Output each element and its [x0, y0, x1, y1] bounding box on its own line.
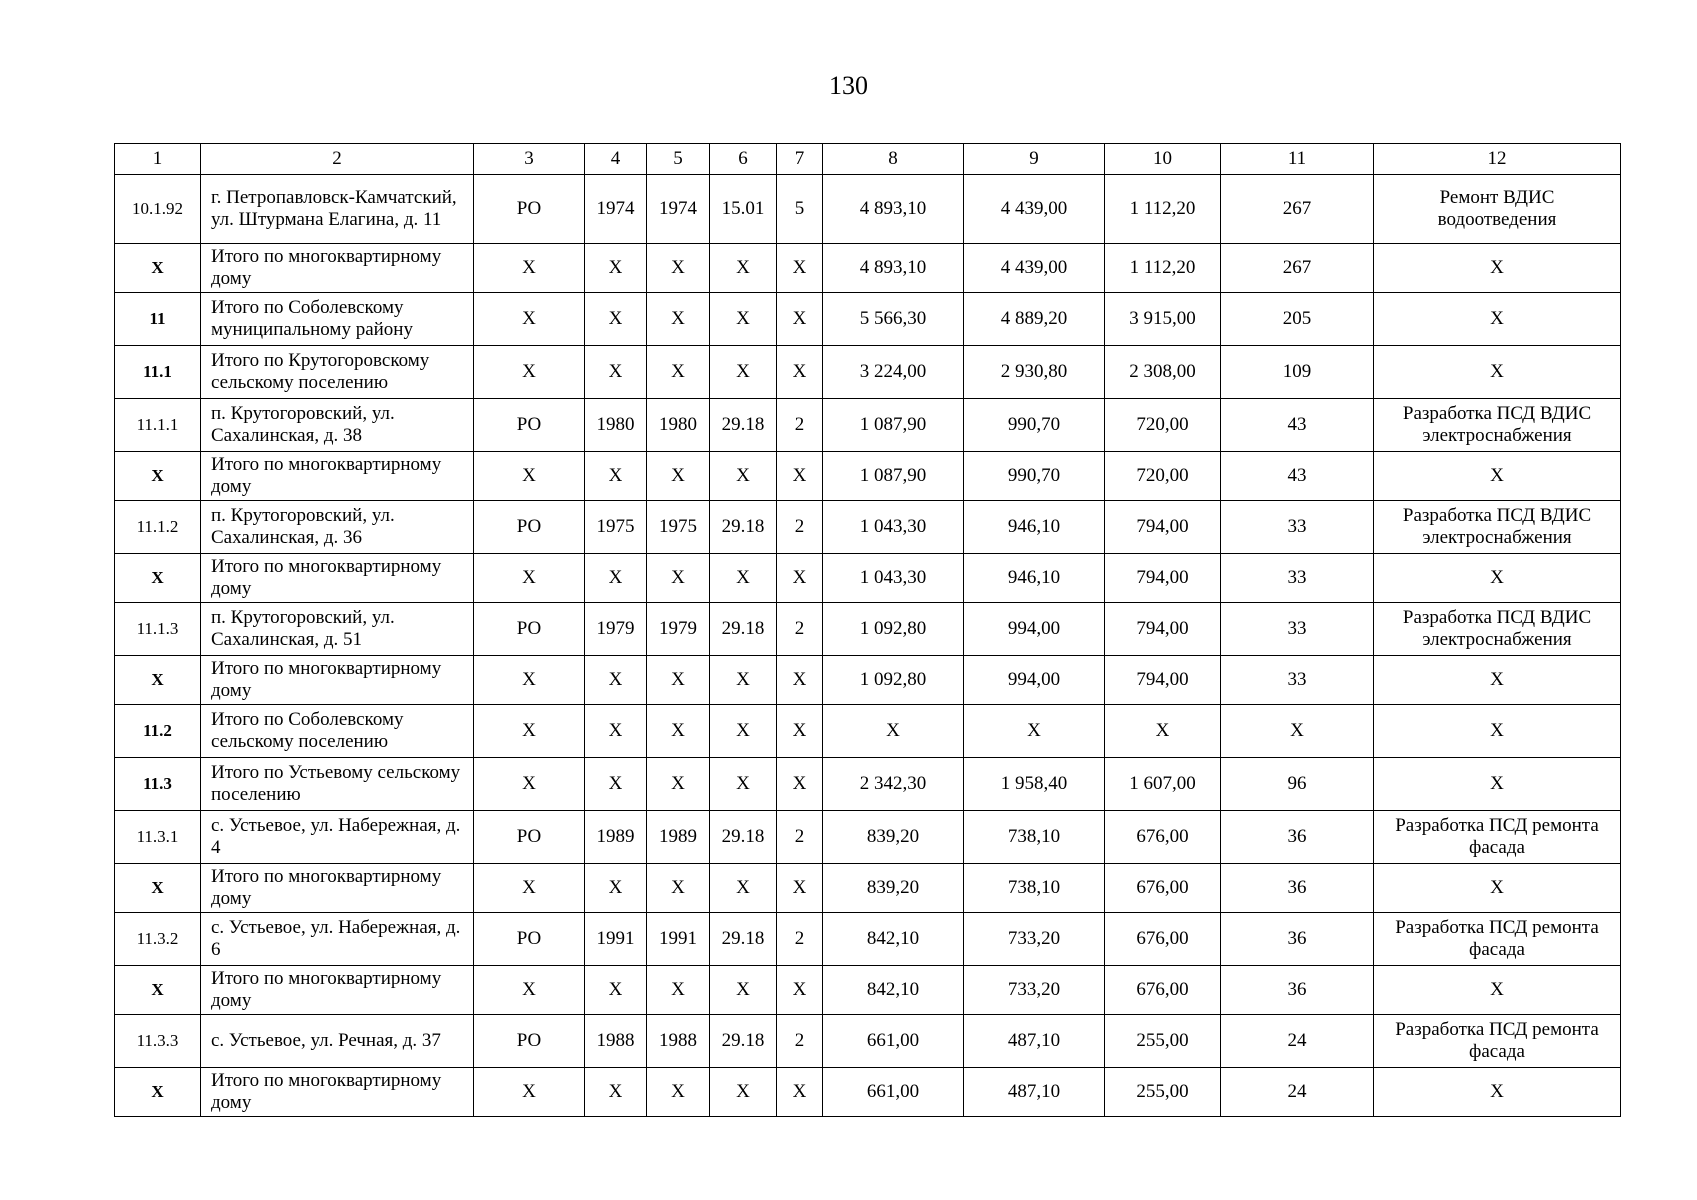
work-type-cell: Х — [1374, 1068, 1621, 1117]
work-type-cell: Разработка ПСД ВДИС электроснабжения — [1374, 501, 1621, 554]
row-id-cell: 11.2 — [115, 705, 201, 758]
cell-col-8: 842,10 — [823, 966, 964, 1015]
address-cell: Итого по многоквартирному дому — [201, 864, 474, 913]
cell-col-9: 994,00 — [964, 656, 1105, 705]
table-row — [115, 1068, 1621, 1117]
header-cell: 3 — [474, 144, 585, 175]
cell-col-11: 33 — [1221, 603, 1374, 656]
header-cell: 8 — [823, 144, 964, 175]
cell-col-7: 2 — [777, 399, 823, 452]
cell-col-5: 1975 — [647, 501, 710, 554]
work-type-cell: Х — [1374, 293, 1621, 346]
cell-col-6: Х — [710, 758, 777, 811]
cell-col-4: 1975 — [585, 501, 647, 554]
cell-col-3: РО — [474, 501, 585, 554]
cell-col-7: Х — [777, 656, 823, 705]
cell-col-5: 1989 — [647, 811, 710, 864]
cell-col-5: Х — [647, 705, 710, 758]
table-row — [115, 293, 1621, 346]
cell-col-11: 33 — [1221, 501, 1374, 554]
cell-col-3: Х — [474, 656, 585, 705]
cell-col-9: 487,10 — [964, 1015, 1105, 1068]
work-type-cell: Х — [1374, 864, 1621, 913]
cell-col-11: 36 — [1221, 913, 1374, 966]
table-row — [115, 864, 1621, 913]
row-id-cell: Х — [115, 554, 201, 603]
cell-col-6: Х — [710, 1068, 777, 1117]
cell-col-3: РО — [474, 913, 585, 966]
cell-col-8: 1 092,80 — [823, 603, 964, 656]
row-id-cell: 11 — [115, 293, 201, 346]
cell-col-10: 1 607,00 — [1105, 758, 1221, 811]
cell-col-4: Х — [585, 452, 647, 501]
table-row — [115, 501, 1621, 554]
cell-col-8: 1 043,30 — [823, 554, 964, 603]
table-row — [115, 399, 1621, 452]
table-row — [115, 346, 1621, 399]
cell-col-6: Х — [710, 705, 777, 758]
address-cell: Итого по многоквартирному дому — [201, 1068, 474, 1117]
cell-col-11: 24 — [1221, 1068, 1374, 1117]
cell-col-4: Х — [585, 554, 647, 603]
cell-col-3: Х — [474, 1068, 585, 1117]
row-id-cell: Х — [115, 966, 201, 1015]
cell-col-3: Х — [474, 758, 585, 811]
table-row — [115, 705, 1621, 758]
cell-col-7: 2 — [777, 501, 823, 554]
header-cell: 9 — [964, 144, 1105, 175]
cell-col-10: 794,00 — [1105, 603, 1221, 656]
cell-col-11: 43 — [1221, 452, 1374, 501]
address-cell: Итого по Крутогоровскому сельскому поселению — [201, 346, 474, 399]
cell-col-5: Х — [647, 758, 710, 811]
row-id-cell: Х — [115, 656, 201, 705]
cell-col-10: 676,00 — [1105, 913, 1221, 966]
cell-col-6: Х — [710, 966, 777, 1015]
address-cell: г. Петропавловск-Камчатский, ул. Штурмана Елагина, д. 11 — [201, 175, 474, 244]
work-type-cell: Разработка ПСД ремонта фасада — [1374, 811, 1621, 864]
cell-col-9: Х — [964, 705, 1105, 758]
cell-col-8: Х — [823, 705, 964, 758]
cell-col-7: Х — [777, 705, 823, 758]
cell-col-5: 1980 — [647, 399, 710, 452]
cell-col-9: 4 889,20 — [964, 293, 1105, 346]
cell-col-7: Х — [777, 864, 823, 913]
row-id-cell: 11.1.1 — [115, 399, 201, 452]
table-row — [115, 1015, 1621, 1068]
address-cell: Итого по многоквартирному дому — [201, 452, 474, 501]
cell-col-5: Х — [647, 554, 710, 603]
cell-col-6: 29.18 — [710, 399, 777, 452]
header-cell: 5 — [647, 144, 710, 175]
cell-col-7: Х — [777, 244, 823, 293]
cell-col-7: Х — [777, 346, 823, 399]
row-id-cell: 11.3.3 — [115, 1015, 201, 1068]
cell-col-4: 1974 — [585, 175, 647, 244]
cell-col-3: РО — [474, 811, 585, 864]
work-type-cell: Х — [1374, 758, 1621, 811]
cell-col-6: 29.18 — [710, 913, 777, 966]
header-cell: 2 — [201, 144, 474, 175]
cell-col-6: Х — [710, 293, 777, 346]
cell-col-8: 842,10 — [823, 913, 964, 966]
cell-col-3: РО — [474, 399, 585, 452]
address-cell: п. Крутогоровский, ул. Сахалинская, д. 38 — [201, 399, 474, 452]
table-row — [115, 452, 1621, 501]
cell-col-7: 2 — [777, 913, 823, 966]
cell-col-4: Х — [585, 1068, 647, 1117]
cell-col-9: 738,10 — [964, 864, 1105, 913]
cell-col-5: 1974 — [647, 175, 710, 244]
address-cell: с. Устьевое, ул. Набережная, д. 6 — [201, 913, 474, 966]
cell-col-4: Х — [585, 966, 647, 1015]
cell-col-8: 839,20 — [823, 811, 964, 864]
cell-col-9: 990,70 — [964, 399, 1105, 452]
address-cell: Итого по Устьевому сельскому поселению — [201, 758, 474, 811]
cell-col-3: Х — [474, 452, 585, 501]
work-type-cell: Х — [1374, 554, 1621, 603]
cell-col-4: 1988 — [585, 1015, 647, 1068]
cell-col-5: Х — [647, 244, 710, 293]
cell-col-3: Х — [474, 293, 585, 346]
cell-col-4: 1991 — [585, 913, 647, 966]
cell-col-11: 267 — [1221, 244, 1374, 293]
address-cell: п. Крутогоровский, ул. Сахалинская, д. 51 — [201, 603, 474, 656]
cell-col-10: 2 308,00 — [1105, 346, 1221, 399]
cell-col-7: Х — [777, 758, 823, 811]
cell-col-10: 255,00 — [1105, 1068, 1221, 1117]
cell-col-8: 661,00 — [823, 1015, 964, 1068]
cell-col-4: 1979 — [585, 603, 647, 656]
work-type-cell: Разработка ПСД ВДИС электроснабжения — [1374, 399, 1621, 452]
work-type-cell: Разработка ПСД ремонта фасада — [1374, 913, 1621, 966]
table-row — [115, 244, 1621, 293]
cell-col-10: 676,00 — [1105, 811, 1221, 864]
cell-col-9: 990,70 — [964, 452, 1105, 501]
work-type-cell: Х — [1374, 244, 1621, 293]
header-cell: 12 — [1374, 144, 1621, 175]
cell-col-10: 720,00 — [1105, 399, 1221, 452]
cell-col-10: 720,00 — [1105, 452, 1221, 501]
row-id-cell: 10.1.92 — [115, 175, 201, 244]
row-id-cell: Х — [115, 244, 201, 293]
row-id-cell: 11.1.2 — [115, 501, 201, 554]
cell-col-11: 36 — [1221, 966, 1374, 1015]
cell-col-5: Х — [647, 346, 710, 399]
cell-col-7: 2 — [777, 603, 823, 656]
cell-col-4: 1989 — [585, 811, 647, 864]
address-cell: с. Устьевое, ул. Речная, д. 37 — [201, 1015, 474, 1068]
cell-col-5: Х — [647, 864, 710, 913]
cell-col-5: 1988 — [647, 1015, 710, 1068]
cell-col-9: 487,10 — [964, 1068, 1105, 1117]
address-cell: Итого по многоквартирному дому — [201, 656, 474, 705]
cell-col-9: 946,10 — [964, 554, 1105, 603]
cell-col-9: 733,20 — [964, 966, 1105, 1015]
address-cell: Итого по многоквартирному дому — [201, 966, 474, 1015]
cell-col-10: 676,00 — [1105, 864, 1221, 913]
cell-col-11: 43 — [1221, 399, 1374, 452]
cell-col-6: Х — [710, 346, 777, 399]
row-id-cell: Х — [115, 452, 201, 501]
cell-col-4: Х — [585, 293, 647, 346]
cell-col-5: Х — [647, 966, 710, 1015]
address-cell: п. Крутогоровский, ул. Сахалинская, д. 36 — [201, 501, 474, 554]
work-type-cell: Х — [1374, 452, 1621, 501]
cell-col-5: Х — [647, 656, 710, 705]
cell-col-8: 5 566,30 — [823, 293, 964, 346]
cell-col-5: 1991 — [647, 913, 710, 966]
cell-col-9: 4 439,00 — [964, 175, 1105, 244]
cell-col-9: 946,10 — [964, 501, 1105, 554]
row-id-cell: Х — [115, 1068, 201, 1117]
address-cell: Итого по многоквартирному дому — [201, 554, 474, 603]
row-id-cell: 11.3 — [115, 758, 201, 811]
work-type-cell: Разработка ПСД ВДИС электроснабжения — [1374, 603, 1621, 656]
cell-col-11: 36 — [1221, 864, 1374, 913]
work-type-cell: Разработка ПСД ремонта фасада — [1374, 1015, 1621, 1068]
cell-col-10: 794,00 — [1105, 656, 1221, 705]
cell-col-11: 36 — [1221, 811, 1374, 864]
cell-col-9: 4 439,00 — [964, 244, 1105, 293]
cell-col-5: 1979 — [647, 603, 710, 656]
cell-col-3: Х — [474, 346, 585, 399]
cell-col-6: Х — [710, 554, 777, 603]
cell-col-6: Х — [710, 452, 777, 501]
cell-col-11: 33 — [1221, 554, 1374, 603]
cell-col-7: Х — [777, 554, 823, 603]
cell-col-10: 255,00 — [1105, 1015, 1221, 1068]
header-cell: 10 — [1105, 144, 1221, 175]
cell-col-6: 15.01 — [710, 175, 777, 244]
address-cell: с. Устьевое, ул. Набережная, д. 4 — [201, 811, 474, 864]
data-table — [114, 143, 1621, 1117]
cell-col-4: Х — [585, 244, 647, 293]
header-cell: 4 — [585, 144, 647, 175]
cell-col-3: РО — [474, 1015, 585, 1068]
cell-col-9: 738,10 — [964, 811, 1105, 864]
cell-col-8: 2 342,30 — [823, 758, 964, 811]
header-cell: 6 — [710, 144, 777, 175]
cell-col-5: Х — [647, 1068, 710, 1117]
work-type-cell: Х — [1374, 656, 1621, 705]
cell-col-10: 3 915,00 — [1105, 293, 1221, 346]
cell-col-8: 1 087,90 — [823, 399, 964, 452]
cell-col-6: Х — [710, 656, 777, 705]
cell-col-11: 267 — [1221, 175, 1374, 244]
table-row — [115, 758, 1621, 811]
table-row — [115, 966, 1621, 1015]
cell-col-3: Х — [474, 864, 585, 913]
cell-col-6: Х — [710, 244, 777, 293]
cell-col-6: 29.18 — [710, 501, 777, 554]
cell-col-9: 733,20 — [964, 913, 1105, 966]
table-body — [115, 144, 1621, 1117]
header-cell: 7 — [777, 144, 823, 175]
cell-col-5: Х — [647, 452, 710, 501]
cell-col-8: 1 087,90 — [823, 452, 964, 501]
cell-col-8: 4 893,10 — [823, 175, 964, 244]
cell-col-4: Х — [585, 656, 647, 705]
cell-col-10: 676,00 — [1105, 966, 1221, 1015]
table-header-row — [115, 144, 1621, 175]
cell-col-10: 794,00 — [1105, 554, 1221, 603]
cell-col-8: 1 043,30 — [823, 501, 964, 554]
cell-col-6: Х — [710, 864, 777, 913]
address-cell: Итого по Соболевскому муниципальному району — [201, 293, 474, 346]
row-id-cell: Х — [115, 864, 201, 913]
cell-col-3: РО — [474, 175, 585, 244]
cell-col-11: Х — [1221, 705, 1374, 758]
cell-col-8: 661,00 — [823, 1068, 964, 1117]
cell-col-3: Х — [474, 244, 585, 293]
cell-col-3: РО — [474, 603, 585, 656]
row-id-cell: 11.3.2 — [115, 913, 201, 966]
cell-col-3: Х — [474, 705, 585, 758]
work-type-cell: Х — [1374, 705, 1621, 758]
table-row — [115, 554, 1621, 603]
cell-col-6: 29.18 — [710, 811, 777, 864]
cell-col-6: 29.18 — [710, 1015, 777, 1068]
row-id-cell: 11.3.1 — [115, 811, 201, 864]
cell-col-7: 5 — [777, 175, 823, 244]
cell-col-10: 794,00 — [1105, 501, 1221, 554]
cell-col-4: 1980 — [585, 399, 647, 452]
cell-col-9: 994,00 — [964, 603, 1105, 656]
table-row — [115, 913, 1621, 966]
cell-col-8: 3 224,00 — [823, 346, 964, 399]
table-row — [115, 603, 1621, 656]
table-row — [115, 656, 1621, 705]
cell-col-7: Х — [777, 452, 823, 501]
table-row — [115, 811, 1621, 864]
address-cell: Итого по многоквартирному дому — [201, 244, 474, 293]
page-number: 130 — [829, 71, 868, 100]
cell-col-9: 1 958,40 — [964, 758, 1105, 811]
cell-col-7: Х — [777, 1068, 823, 1117]
cell-col-6: 29.18 — [710, 603, 777, 656]
cell-col-8: 4 893,10 — [823, 244, 964, 293]
cell-col-4: Х — [585, 346, 647, 399]
header-cell: 11 — [1221, 144, 1374, 175]
work-type-cell: Х — [1374, 966, 1621, 1015]
cell-col-7: 2 — [777, 811, 823, 864]
cell-col-5: Х — [647, 293, 710, 346]
cell-col-11: 24 — [1221, 1015, 1374, 1068]
cell-col-8: 1 092,80 — [823, 656, 964, 705]
cell-col-11: 33 — [1221, 656, 1374, 705]
cell-col-4: Х — [585, 864, 647, 913]
cell-col-10: 1 112,20 — [1105, 175, 1221, 244]
row-id-cell: 11.1.3 — [115, 603, 201, 656]
cell-col-3: Х — [474, 554, 585, 603]
work-type-cell: Х — [1374, 346, 1621, 399]
address-cell: Итого по Соболевскому сельскому поселению — [201, 705, 474, 758]
cell-col-11: 109 — [1221, 346, 1374, 399]
cell-col-3: Х — [474, 966, 585, 1015]
row-id-cell: 11.1 — [115, 346, 201, 399]
cell-col-10: 1 112,20 — [1105, 244, 1221, 293]
cell-col-11: 96 — [1221, 758, 1374, 811]
cell-col-7: Х — [777, 293, 823, 346]
cell-col-7: 2 — [777, 1015, 823, 1068]
cell-col-8: 839,20 — [823, 864, 964, 913]
cell-col-11: 205 — [1221, 293, 1374, 346]
cell-col-4: Х — [585, 758, 647, 811]
header-cell: 1 — [115, 144, 201, 175]
work-type-cell: Ремонт ВДИС водоотведения — [1374, 175, 1621, 244]
cell-col-7: Х — [777, 966, 823, 1015]
cell-col-4: Х — [585, 705, 647, 758]
cell-col-9: 2 930,80 — [964, 346, 1105, 399]
cell-col-10: Х — [1105, 705, 1221, 758]
table-row — [115, 175, 1621, 244]
